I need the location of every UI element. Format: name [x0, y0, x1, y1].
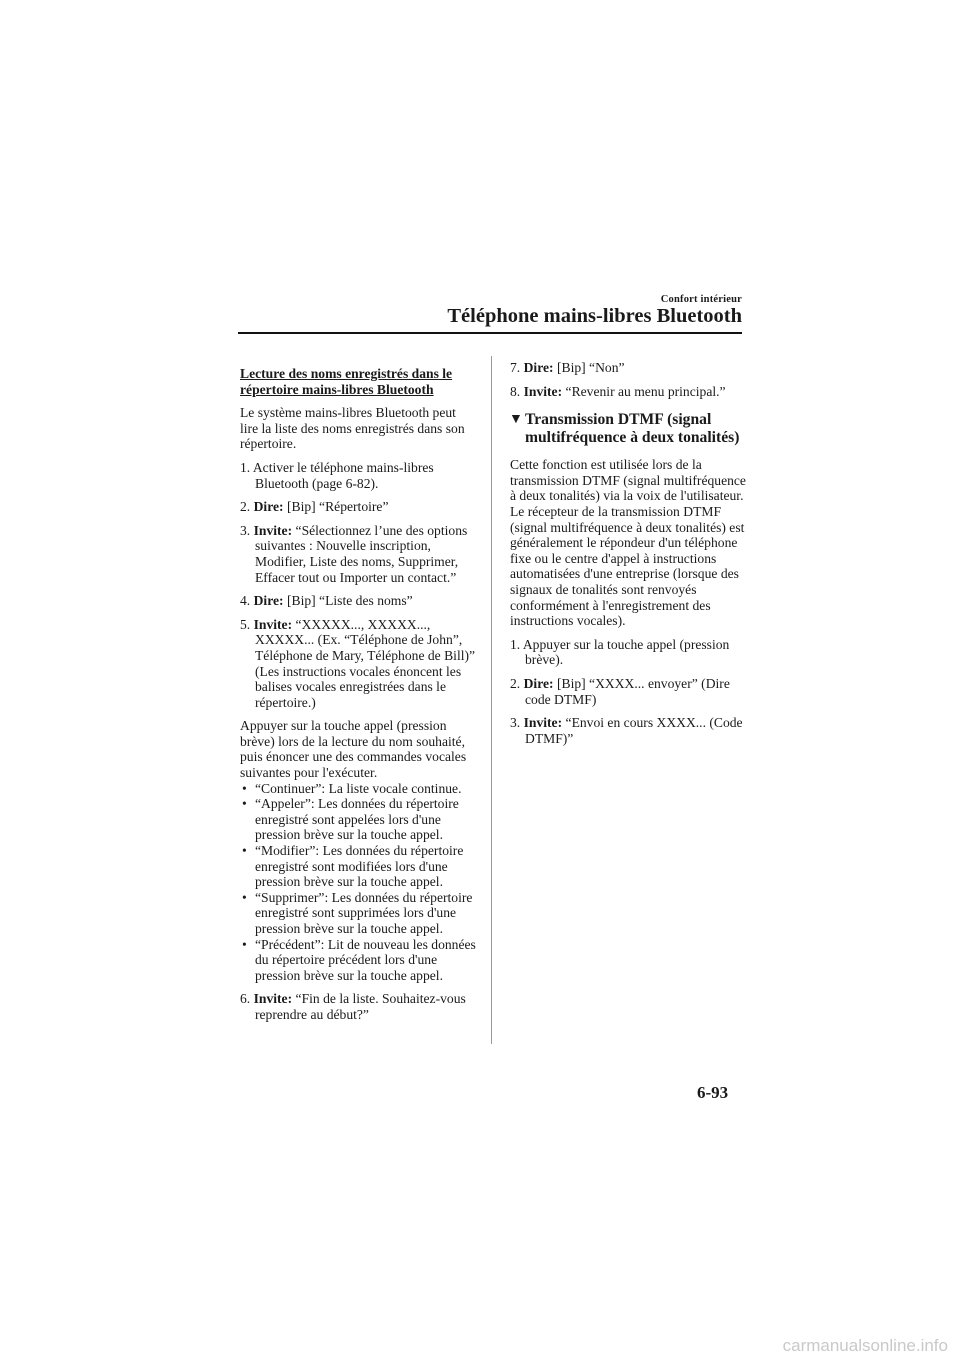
column-divider [491, 356, 492, 1044]
section-heading: ▼ Transmission DTMF (signal multifréquence à deux tonalités) [509, 411, 740, 447]
bullet-icon: • [242, 843, 247, 859]
step-4: 4. Dire: [Bip] “Liste des noms” [240, 593, 413, 609]
dtmf-step-1: 1. Appuyer sur la touche appel (pression brève). [510, 636, 730, 668]
page-number: 6-93 [697, 1083, 729, 1102]
step-2: 2. Dire: [Bip] “Répertoire” [240, 499, 389, 515]
left-column [240, 366, 476, 1031]
bullet-icon: • [242, 936, 247, 952]
bullet-icon: • [242, 889, 247, 905]
list-item: • “Continuer”: La liste vocale continue. [242, 780, 462, 796]
step-3: 3. Invite: “Sélectionnez l’une des options suivantes : Nouvelle inscription, Modifier, Liste des noms, Supprimer, Effacer tout ou Importer un contact.” [240, 522, 468, 585]
step-6: 6. Invite: “Fin de la liste. Souhaitez-vous reprendre au début?” [240, 991, 466, 1022]
intro-paragraph: Le système mains-libres Bluetooth peut lire la liste des noms enregistrés dans son répertoire. [240, 405, 465, 452]
list-item: • “Appeler”: Les données du répertoire enregistré sont appelées lors d'une pression brève sur la touche appel. [242, 796, 459, 843]
dtmf-paragraph: Cette fonction est utilisée lors de la transmission DTMF (signal multifréquence à deux tonalités) via la voix de l'utilisateur. Le récepteur de la transmission DTMF (signal multifréquence à deux tonalités) est généralement le répondeur d'un téléphone fixe ou le centre d'appel à instructions automatisées d'une entreprise (lorsque des signaux de tonalités sont renvoyés conformément à l'enregistrement des instructions vocales). [510, 457, 746, 629]
dtmf-step-3: 3. Invite: “Envoi en cours XXXX... (Code DTMF)” [510, 715, 743, 746]
section-label: Confort intérieur [660, 294, 742, 305]
bullet-icon: • [242, 796, 247, 812]
step-7: 7. Dire: [Bip] “Non” [510, 360, 625, 375]
subsection-heading: Lecture des noms enregistrés dans le répertoire mains-libres Bluetooth [240, 366, 453, 397]
commands-paragraph: Appuyer sur la touche appel (pression brève) lors de la lecture du nom souhaité, puis énoncer une des commandes vocales suivantes pour l'exécuter. [240, 718, 467, 781]
list-item: • “Modifier”: Les données du répertoire enregistré sont modifiées lors d'une pression brève sur la touche appel. [242, 843, 464, 890]
bullet-icon: • [242, 780, 247, 796]
page-title: Téléphone mains-libres Bluetooth [447, 305, 742, 327]
step-8: 8. Invite: “Revenir au menu principal.” [510, 383, 726, 399]
dtmf-step-2: 2. Dire: [Bip] “XXXX... envoyer” (Dire code DTMF) [510, 675, 730, 707]
list-item: • “Précédent”: Lit de nouveau les données du répertoire précédent lors d'une pression brève sur la touche appel. [242, 936, 476, 983]
header-rule [238, 332, 742, 334]
step-1: 1. Activer le téléphone mains-libres Bluetooth (page 6-82). [240, 459, 434, 491]
triangle-down-icon: ▼ [509, 412, 523, 428]
right-column [510, 360, 746, 754]
watermark: carmanualsonline.info [782, 1336, 948, 1355]
step-5: 5. Invite: “XXXXX..., XXXXX..., XXXXX... (Ex. “Téléphone de John”, Téléphone de Mary, Téléphone de Bill)” (Les instructions vocales énoncent les balises vocales enregistrées dans le répertoire.) [240, 616, 476, 710]
command-list [240, 781, 476, 984]
list-item: • “Supprimer”: Les données du répertoire enregistré sont supprimées lors d'une pression brève sur la touche appel. [242, 889, 473, 936]
